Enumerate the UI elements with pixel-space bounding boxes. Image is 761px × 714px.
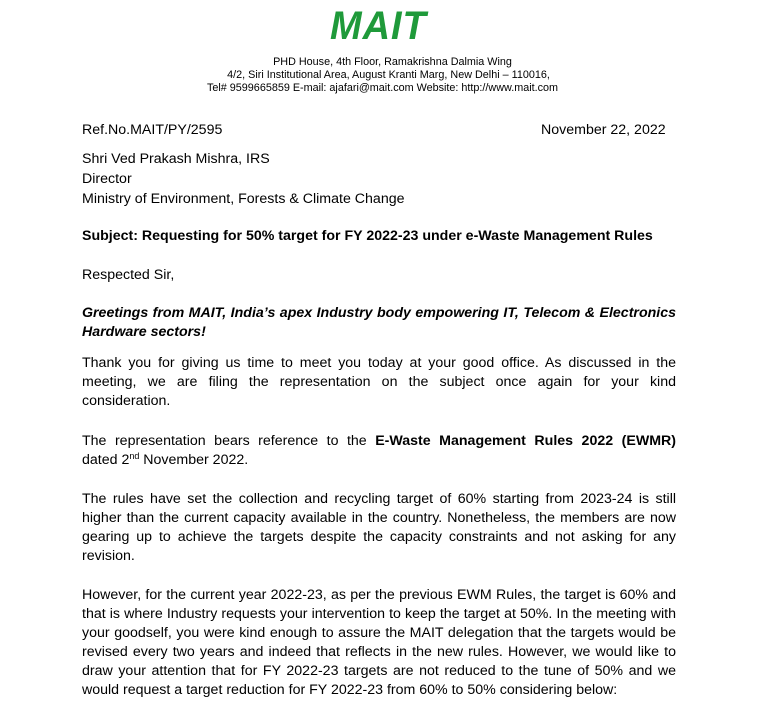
paragraph-request — [82, 586, 676, 700]
paragraph-line — [82, 432, 676, 451]
paragraph-line: Thank you for giving us time to meet you today at your good office. As discussed in the — [82, 355, 676, 371]
letter-date: November 22, 2022 — [541, 122, 666, 138]
letterhead-address-line1: PHD House, 4th Floor, Ramakrishna Dalmia Wing — [273, 56, 512, 68]
paragraph-line: However, for the current year 2022-23, as per the previous EWM Rules, the target is 60% and — [82, 587, 676, 603]
paragraph-line: draw your attention that for FY 2022-23 targets are not reduced to the tune of 50% and we — [82, 663, 676, 679]
greeting-line: Hardware sectors! — [82, 324, 206, 340]
reference-number: Ref.No.MAIT/PY/2595 — [82, 122, 223, 138]
paragraph-line: revision. — [82, 548, 135, 564]
recipient-organization: Ministry of Environment, Forests & Climate Change — [82, 191, 405, 207]
recipient-name: Shri Ved Prakash Mishra, IRS — [82, 151, 270, 167]
paragraph-thanks — [82, 354, 676, 411]
paragraph-line: higher than the current capacity available in the country. Nonetheless, the members are now — [82, 510, 676, 526]
salutation: Respected Sir, — [82, 267, 175, 283]
recipient-title: Director — [82, 171, 132, 187]
greeting-paragraph — [82, 304, 676, 342]
greeting-line: Greetings from MAIT, India’s apex Industry body empowering IT, Telecom & Electronics — [82, 305, 676, 321]
paragraph-line: The rules have set the collection and recycling target of 60% starting from 2023-24 is still — [82, 491, 676, 507]
rules-name: E-Waste Management Rules 2022 (EWMR) — [375, 433, 677, 449]
paragraph-line: meeting, we are filing the representation on the subject once again for your kind — [82, 374, 676, 390]
mait-logo — [330, 4, 427, 48]
reference-text: The representation bears reference to the — [82, 433, 376, 449]
paragraph-line: consideration. — [82, 393, 171, 409]
letterhead-contact-line: Tel# 9599665859 E-mail: ajafari@mait.com Website: http://www.mait.com — [206, 82, 558, 94]
paragraph-targets — [82, 490, 676, 566]
paragraph-line: your goodself, you were kind enough to assure the MAIT delegation that the targets would be — [82, 625, 676, 641]
dated-text: dated 2 — [82, 452, 130, 468]
paragraph-line: would request a target reduction for FY 2022-23 from 60% to 50% considering below: — [82, 682, 618, 698]
paragraph-line: gearing up to achieve the targets despite the capacity constraints and not asking for any — [82, 529, 676, 545]
dated-month: November 2022. — [139, 452, 249, 468]
ordinal-suffix: nd — [129, 451, 140, 461]
letterhead-address-line2: 4/2, Siri Institutional Area, August Kranti Marg, New Delhi – 110016, — [227, 69, 550, 81]
paragraph-line — [82, 451, 676, 470]
paragraph-line: that is where Industry requests your intervention to keep the target at 50%. In the meeting with — [82, 606, 676, 622]
subject-line: Subject: Requesting for 50% target for FY 2022-23 under e-Waste Management Rules — [82, 228, 653, 244]
paragraph-line: revised every two years and indeed that reflects in the new rules. However, we would like to — [82, 644, 676, 660]
logo-text: MAIT — [330, 4, 427, 48]
paragraph-reference — [82, 432, 676, 470]
recipient-block — [82, 150, 405, 210]
